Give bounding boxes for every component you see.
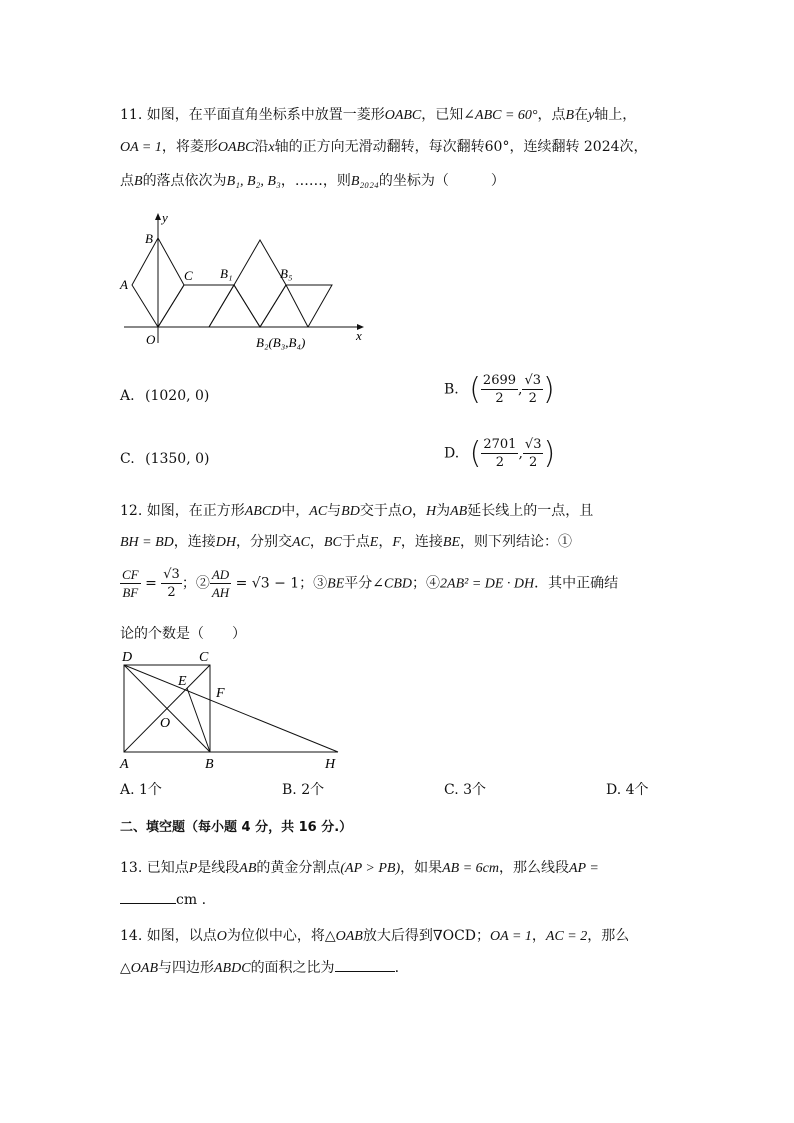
q11-line2: OA = 1，将菱形OABC沿x轴的正方向无滑动翻转，每次翻转60°，连续翻转 2024次， — [120, 139, 648, 155]
q11-number: 11. — [120, 107, 143, 123]
q14-line1: 14. 如图，以点O为位似中心，将△OAB放大后得到∇OCD；OA = 1，AC = 2，那么 — [120, 928, 630, 944]
q12-option-c[interactable]: C. 3个 — [444, 782, 487, 798]
q12-option-d[interactable]: D. 4个 — [606, 782, 649, 798]
label-F: F — [216, 686, 225, 701]
label-E: E — [178, 674, 187, 689]
rhombus-roll-3-edge — [286, 285, 308, 327]
label-C: C — [199, 650, 209, 665]
q14-number: 14. — [120, 928, 143, 944]
q12-figure — [112, 645, 352, 773]
label-B5: B₅ — [280, 266, 293, 281]
q11-figure — [112, 208, 372, 358]
line-dh — [124, 665, 338, 752]
rhombus-roll-2 — [234, 240, 286, 327]
q12-line4: 论的个数是（ ） — [120, 626, 246, 642]
q13-line2: cm . — [120, 891, 206, 908]
q12-line3: $\frac{CF}{BF}$ = $\frac{√3}{2}$ ；② $\frac{AD}{AH}$ = √3 − 1；③BE平分∠CBD；④2AB² = DE · DH．其中正确结 — [122, 567, 619, 600]
label-O: O — [146, 332, 156, 347]
q13-line1: 13. 已知点P是线段AB的黄金分割点(AP > PB)，如果AB = 6cm，那么线段AP = — [120, 860, 599, 876]
q11-option-d[interactable]: D. ( $\frac{2701}{2}$ , $\frac{√3}{2}$ ) — [444, 436, 556, 471]
y-axis-arrow — [155, 213, 161, 220]
q11-option-a[interactable]: A. (1020, 0) — [120, 388, 210, 404]
label-B: B — [205, 757, 214, 772]
q12-option-b[interactable]: B. 2个 — [282, 782, 325, 798]
q12-number: 12. — [120, 503, 143, 519]
q12-option-a[interactable]: A. 1个 — [120, 782, 162, 798]
line-be — [187, 688, 210, 752]
q12-line2: BH = BD，连接DH，分别交AC，BC于点E，F，连接BE，则下列结论：① — [120, 534, 573, 550]
label-B2-B3-B4: B₂(B₃,B₄) — [256, 335, 306, 350]
q14-answer-blank[interactable] — [335, 959, 395, 972]
label-x: x — [356, 328, 362, 343]
label-A: A — [120, 757, 129, 772]
q13-number: 13. — [120, 860, 143, 876]
q11-option-c[interactable]: C. (1350, 0) — [120, 451, 210, 467]
label-H: H — [325, 757, 336, 772]
q13-answer-blank[interactable] — [120, 891, 176, 904]
label-C: C — [184, 268, 193, 283]
label-O: O — [160, 716, 171, 731]
section-title-fill-in: 二、填空题（每小题 4 分，共 16 分.） — [120, 820, 353, 835]
label-B1: B₁ — [220, 266, 233, 281]
label-A: A — [120, 277, 128, 292]
rhombus-roll-3 — [260, 285, 332, 327]
q11-line3: 点B的落点依次为B₁, B₂, B₃，……，则B₂₀₂₄的坐标为（ ） — [120, 173, 505, 189]
q11-line1: 11. 如图，在平面直角坐标系中放置一菱形OABC，已知∠ABC = 60°，点B在y轴上， — [120, 107, 637, 123]
q14-line2: △OAB与四边形ABDC的面积之比为 . — [120, 960, 400, 976]
label-D: D — [122, 650, 133, 665]
q12-line1: 12. 如图，在正方形ABCD中，AC与BD交于点O，H为AB延长线上的一点，且 — [120, 503, 594, 519]
rhombus-roll-1 — [158, 285, 234, 327]
q11-option-b[interactable]: B. ( $\frac{2699}{2}$ , $\frac{√3}{2}$ ) — [444, 372, 555, 407]
label-y: y — [162, 210, 168, 225]
label-B: B — [145, 231, 153, 246]
rhombus-roll-2a — [209, 285, 260, 327]
